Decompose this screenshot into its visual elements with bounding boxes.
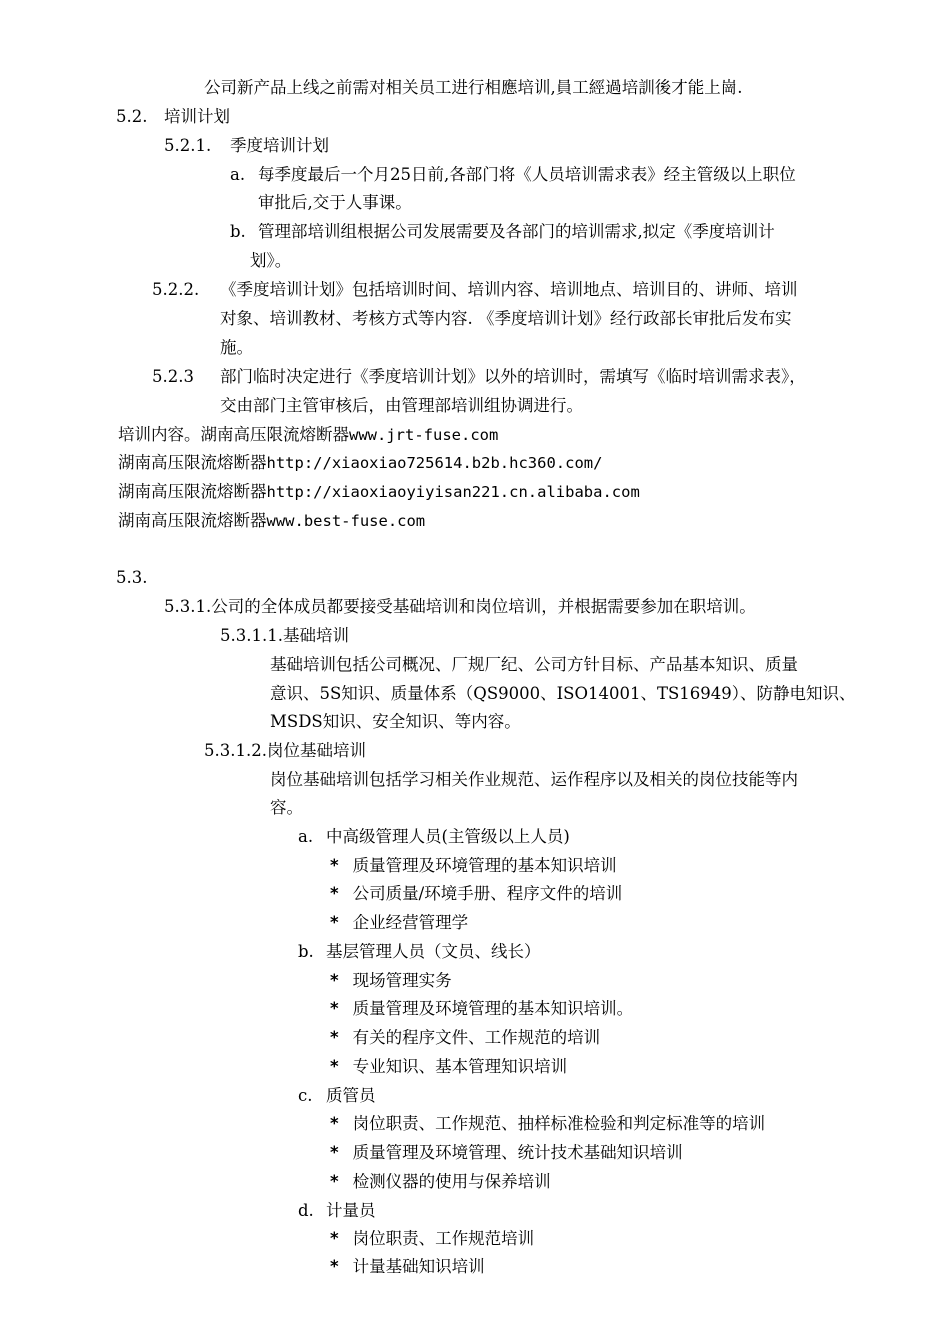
group-b-item [330, 1056, 567, 1078]
list-marker-b: b. [230, 222, 246, 241]
section-5-3-1-2-line-1: 岗位基础培训包括学习相关作业规范、运作程序以及相关的岗位技能等内 [270, 770, 798, 789]
group-b-item-text: 有关的程序文件、工作规范的培训 [352, 1028, 601, 1047]
group-a-title: 中高级管理人员(主管级以上人员) [326, 827, 570, 846]
section-5-2-2-line-1: 《季度培训计划》包括培训时间、培训内容、培训地点、培训目的、讲师、培训 [220, 280, 798, 299]
group-d-item [330, 1228, 534, 1250]
section-5-2-3-line-1: 部门临时决定进行《季度培训计划》以外的培训时，需填写《临时培训需求表》， [220, 367, 806, 386]
group-c-item-text: 质量管理及环境管理、统计技术基础知识培训 [352, 1143, 683, 1162]
group-a-item-text: 企业经营管理学 [352, 913, 469, 932]
ad-line-3-url: http://xiaoxiaoyiyisan221.cn.alibaba.com [266, 483, 640, 501]
group-b-item-text: 质量管理及环境管理的基本知识培训。 [352, 999, 634, 1018]
ad-line-3-prefix: 湖南高压限流熔断器 [118, 482, 267, 501]
section-5-3-1-1-line-3: MSDS知识、安全知识、等内容。 [270, 712, 521, 731]
group-a-item [330, 912, 468, 934]
group-c-item [330, 1113, 765, 1135]
item-b-line-1: 管理部培训组根据公司发展需要及各部门的培训需求,拟定《季度培训计 [258, 222, 775, 241]
group-b-marker: b. [298, 942, 314, 961]
section-5-3-1-1-line-1: 基础培训包括公司概况、厂规厂纪、公司方针目标、产品基本知识、质量 [270, 655, 798, 674]
group-c-title: 质管员 [326, 1086, 376, 1105]
bullet-star: * [330, 1143, 339, 1162]
section-5-2-1-title: 季度培训计划 [230, 136, 329, 155]
section-5-2-2-line-3: 施。 [220, 338, 253, 357]
bullet-star: * [330, 856, 339, 875]
bullet-star: * [330, 1172, 339, 1191]
group-a-item-text: 质量管理及环境管理的基本知识培训 [352, 856, 617, 875]
section-5-3-1-1-title: 5.3.1.1.基础培训 [220, 626, 349, 645]
bullet-star: * [330, 1057, 339, 1076]
group-b-item [330, 1027, 600, 1049]
ad-line-1-prefix: 培训内容。湖南高压限流熔断器 [118, 425, 349, 444]
group-d-item-text: 计量基础知识培训 [352, 1257, 485, 1276]
bullet-star: * [330, 971, 339, 990]
ad-line-2-prefix: 湖南高压限流熔断器 [118, 453, 267, 472]
group-b-item [330, 998, 633, 1020]
section-5-3-1-2-line-2: 容。 [270, 798, 303, 817]
section-5-2-number: 5.2. [116, 107, 148, 126]
section-5-2-2-line-2: 对象、培训教材、考核方式等内容. 《季度培训计划》经行政部长审批后发布实 [220, 309, 792, 328]
item-a-line-2: 审批后,交于人事课。 [258, 193, 412, 212]
bullet-star: * [330, 884, 339, 903]
ad-line-1 [118, 424, 498, 446]
bullet-star: * [330, 1028, 339, 1047]
ad-line-2 [118, 452, 602, 474]
group-c-item [330, 1142, 683, 1164]
ad-line-3 [118, 481, 640, 503]
bullet-star: * [330, 913, 339, 932]
section-5-3-number: 5.3. [116, 568, 148, 587]
bullet-star: * [330, 999, 339, 1018]
group-b-item [330, 970, 452, 992]
intro-paragraph: 公司新产品上线之前需对相关员工进行相應培训,員工經過培訓後才能上崗. [204, 78, 743, 97]
ad-line-4-prefix: 湖南高压限流熔断器 [118, 511, 267, 530]
ad-line-2-url: http://xiaoxiao725614.b2b.hc360.com/ [266, 454, 603, 472]
section-5-2-2-number: 5.2.2. [152, 280, 200, 299]
group-b-item-text: 专业知识、基本管理知识培训 [352, 1057, 568, 1076]
bullet-star: * [330, 1229, 339, 1248]
group-a-marker: a. [298, 827, 314, 846]
group-c-item-text: 岗位职责、工作规范、抽样标准检验和判定标准等的培训 [352, 1114, 766, 1133]
group-d-item [330, 1256, 485, 1278]
section-5-2-3-number: 5.2.3 [152, 367, 194, 386]
group-d-marker: d. [298, 1201, 314, 1220]
item-b-line-2: 划》。 [250, 251, 292, 270]
bullet-star: * [330, 1257, 339, 1276]
section-5-3-1: 5.3.1.公司的全体成员都要接受基础培训和岗位培训，并根据需要参加在职培训。 [164, 597, 756, 616]
group-b-item-text: 现场管理实务 [352, 971, 452, 990]
bullet-star: * [330, 1114, 339, 1133]
section-5-2-3-line-2: 交由部门主管审核后，由管理部培训组协调进行。 [220, 396, 583, 415]
group-a-item-text: 公司质量/环境手册、程序文件的培训 [352, 884, 623, 903]
section-5-2-title: 培训计划 [164, 107, 230, 126]
group-b-title: 基层管理人员（文员、线长） [326, 942, 541, 961]
section-5-3-1-1-line-2: 意识、5S知识、质量体系（QS9000、ISO14001、TS16949）、防静电知识、 [270, 684, 856, 703]
item-a-line-1: 每季度最后一个月25日前,各部门将《人员培训需求表》经主管级以上职位 [258, 165, 796, 184]
section-5-3-1-2-title: 5.3.1.2.岗位基础培训 [204, 741, 366, 760]
group-a-item [330, 883, 622, 905]
ad-line-1-url: www.jrt-fuse.com [349, 426, 499, 444]
group-c-marker: c. [298, 1086, 313, 1105]
section-5-2-1-number: 5.2.1. [164, 136, 212, 155]
group-d-title: 计量员 [326, 1201, 376, 1220]
group-d-item-text: 岗位职责、工作规范培训 [352, 1229, 535, 1248]
ad-line-4-url: www.best-fuse.com [266, 512, 426, 530]
group-a-item [330, 855, 617, 877]
ad-line-4 [118, 510, 425, 532]
list-marker-a: a. [230, 165, 246, 184]
group-c-item-text: 检测仪器的使用与保养培训 [352, 1172, 551, 1191]
group-c-item [330, 1171, 551, 1193]
